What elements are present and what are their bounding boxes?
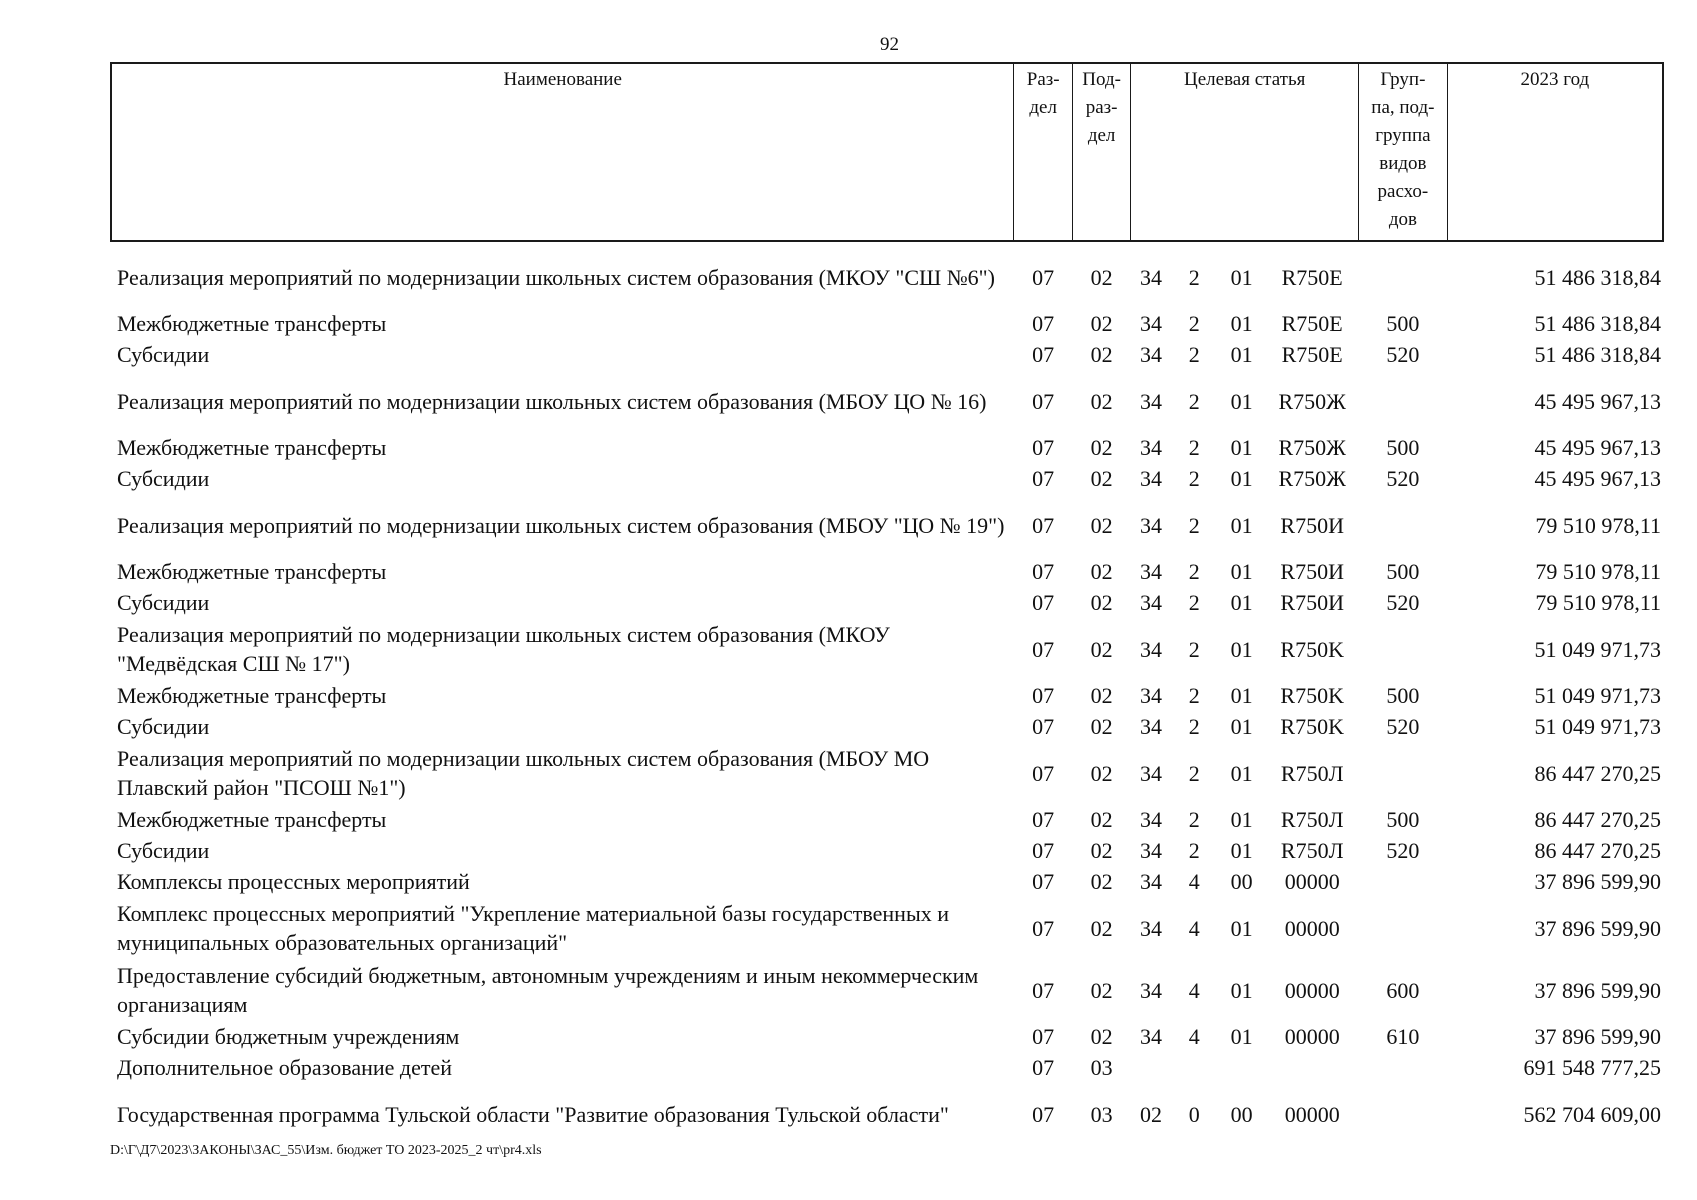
- cell-target-element: 01: [1230, 760, 1253, 786]
- cell-target-direction: 00000: [1284, 1024, 1340, 1049]
- cell-target-type: 2: [1188, 388, 1200, 414]
- table-row: [111, 370, 1663, 432]
- cell-podrazdel: 02: [1090, 760, 1113, 786]
- table-body: [111, 241, 1663, 1145]
- cell-target-direction: R750E: [1281, 264, 1343, 290]
- table-row: [111, 680, 1663, 711]
- cell-target-program: 34: [1139, 559, 1162, 584]
- cell-target-type: 2: [1188, 760, 1200, 786]
- table-row: [111, 835, 1663, 866]
- cell-razdel: 07: [1032, 1101, 1055, 1127]
- cell-expense-group: 500: [1386, 807, 1420, 832]
- cell-podrazdel: 02: [1090, 1024, 1113, 1049]
- cell-target-direction: R750Ж: [1278, 435, 1346, 460]
- cell-target-direction: R750Л: [1280, 838, 1344, 863]
- cell-target-program: 34: [1139, 342, 1162, 367]
- cell-razdel: 07: [1032, 807, 1055, 832]
- table-row: [111, 432, 1663, 463]
- cell-name: Межбюджетные трансферты: [117, 559, 387, 584]
- cell-name: Реализация мероприятий по модернизации школьных систем образования (МКОУ "СШ №6"): [117, 264, 995, 290]
- cell-name: Субсидии: [117, 466, 210, 491]
- cell-target-direction: R750K: [1280, 683, 1344, 708]
- cell-target-element: 01: [1230, 636, 1253, 662]
- cell-target-element: [1217, 1052, 1265, 1083]
- cell-razdel: 07: [1032, 512, 1055, 538]
- header-razdel: [1014, 63, 1072, 241]
- cell-target-element: 00: [1230, 869, 1253, 894]
- cell-podrazdel: 02: [1090, 559, 1113, 584]
- cell-razdel: 07: [1032, 838, 1055, 863]
- cell-target-element: 01: [1230, 714, 1253, 739]
- cell-expense-group: 520: [1386, 838, 1420, 863]
- cell-target-element: 01: [1230, 388, 1253, 414]
- cell-amount-2023: 51 049 971,73: [1534, 683, 1661, 708]
- header-name: Наименование: [111, 63, 1014, 241]
- cell-name: Реализация мероприятий по модернизации школьных систем образования (МБОУ ЦО № 16): [117, 388, 987, 414]
- table-header: [111, 63, 1663, 241]
- cell-target-program: 34: [1139, 838, 1162, 863]
- cell-podrazdel: 02: [1090, 264, 1113, 290]
- cell-amount-2023: 37 896 599,90: [1534, 977, 1661, 1003]
- cell-target-program: 34: [1139, 977, 1162, 1003]
- cell-target-type: 4: [1188, 915, 1200, 941]
- cell-amount-2023: 45 495 967,13: [1534, 388, 1661, 414]
- cell-target-program: 34: [1139, 683, 1162, 708]
- cell-razdel: 07: [1032, 636, 1055, 662]
- cell-expense-group: 610: [1386, 1024, 1420, 1049]
- cell-target-type: 2: [1188, 311, 1200, 336]
- cell-amount-2023: 79 510 978,11: [1535, 590, 1661, 615]
- cell-podrazdel: 03: [1090, 1055, 1113, 1080]
- cell-name: Государственная программа Тульской области "Развитие образования Тульской области": [117, 1101, 949, 1127]
- cell-razdel: 07: [1032, 1055, 1055, 1080]
- cell-amount-2023: 37 896 599,90: [1534, 915, 1661, 941]
- cell-target-type: 0: [1188, 1101, 1200, 1127]
- cell-amount-2023: 37 896 599,90: [1534, 869, 1661, 894]
- cell-target-program: 34: [1139, 807, 1162, 832]
- table-row: [111, 742, 1663, 804]
- cell-amount-2023: 86 447 270,25: [1534, 838, 1661, 863]
- cell-razdel: 07: [1032, 714, 1055, 739]
- cell-razdel: 07: [1032, 342, 1055, 367]
- cell-target-type: 4: [1188, 977, 1200, 1003]
- header-gruppa: [1359, 63, 1448, 241]
- table-row: [111, 804, 1663, 835]
- cell-razdel: 07: [1032, 683, 1055, 708]
- cell-target-type: 2: [1188, 435, 1200, 460]
- cell-target-element: 01: [1230, 466, 1253, 491]
- cell-amount-2023: 51 486 318,84: [1534, 342, 1661, 367]
- cell-target-element: 01: [1230, 559, 1253, 584]
- cell-target-direction: R750Ж: [1278, 388, 1346, 414]
- cell-podrazdel: 02: [1090, 977, 1113, 1003]
- cell-name: Межбюджетные трансферты: [117, 807, 387, 832]
- cell-amount-2023: 51 486 318,84: [1534, 264, 1661, 290]
- cell-razdel: 07: [1032, 311, 1055, 336]
- cell-target-program: 34: [1139, 915, 1162, 941]
- cell-amount-2023: 86 447 270,25: [1534, 807, 1661, 832]
- cell-target-direction: R750Л: [1280, 760, 1344, 786]
- footer-file-path: D:\Г\Д7\2023\ЗАКОНЫ\ЗАС_55\Изм. бюджет ТО 2023-2025_2 чт\pr4.xls: [110, 1143, 542, 1158]
- cell-amount-2023: 51 049 971,73: [1534, 636, 1661, 662]
- cell-razdel: 07: [1032, 264, 1055, 290]
- table-row: [111, 241, 1663, 308]
- cell-target-type: 2: [1188, 636, 1200, 662]
- cell-target-element: 01: [1230, 590, 1253, 615]
- cell-razdel: 07: [1032, 590, 1055, 615]
- cell-expense-group: [1359, 742, 1448, 804]
- cell-amount-2023: 37 896 599,90: [1534, 1024, 1661, 1049]
- header-podrazdel-text: Под- раз- дел: [1082, 69, 1121, 146]
- cell-target-program: 34: [1139, 388, 1162, 414]
- cell-expense-group: 520: [1386, 590, 1420, 615]
- cell-target-element: 01: [1230, 915, 1253, 941]
- cell-target-direction: R750И: [1280, 559, 1344, 584]
- cell-target-direction: 00000: [1284, 1101, 1340, 1127]
- cell-name: Комплекс процессных мероприятий "Укрепление материальной базы государственных и муниципальных образовательных организаций": [117, 901, 950, 955]
- cell-expense-group: [1359, 494, 1448, 556]
- cell-expense-group: 520: [1386, 714, 1420, 739]
- cell-expense-group: 500: [1386, 435, 1420, 460]
- cell-target-element: 01: [1230, 977, 1253, 1003]
- cell-podrazdel: 02: [1090, 807, 1113, 832]
- cell-name: Межбюджетные трансферты: [117, 435, 387, 460]
- table-row: [111, 587, 1663, 618]
- header-razdel-text: Раз- дел: [1026, 69, 1060, 118]
- cell-target-element: 01: [1230, 311, 1253, 336]
- cell-name: Субсидии: [117, 342, 210, 367]
- cell-target-type: 2: [1188, 807, 1200, 832]
- cell-podrazdel: 02: [1090, 342, 1113, 367]
- cell-name: Дополнительное образование детей: [117, 1055, 453, 1080]
- cell-podrazdel: 02: [1090, 915, 1113, 941]
- header-celevaya-statya: Целевая статья: [1131, 63, 1359, 241]
- cell-target-type: 4: [1188, 869, 1200, 894]
- table-row: [111, 339, 1663, 370]
- cell-expense-group: [1359, 866, 1448, 897]
- cell-amount-2023: 691 548 777,25: [1523, 1055, 1661, 1080]
- cell-expense-group: [1359, 618, 1448, 680]
- cell-target-program: 34: [1139, 435, 1162, 460]
- cell-podrazdel: 02: [1090, 590, 1113, 615]
- cell-target-element: 01: [1230, 264, 1253, 290]
- cell-target-type: 2: [1188, 264, 1200, 290]
- cell-target-direction: 00000: [1284, 977, 1340, 1003]
- cell-name: Субсидии: [117, 590, 210, 615]
- budget-table: [110, 62, 1664, 1145]
- cell-target-direction: R750Л: [1280, 807, 1344, 832]
- cell-expense-group: 500: [1386, 683, 1420, 708]
- cell-name: Субсидии: [117, 838, 210, 863]
- cell-target-type: 2: [1188, 342, 1200, 367]
- cell-razdel: 07: [1032, 1024, 1055, 1049]
- cell-target-program: 34: [1139, 311, 1162, 336]
- cell-target-program: 34: [1139, 512, 1162, 538]
- cell-name: Межбюджетные трансферты: [117, 311, 387, 336]
- cell-name: Межбюджетные трансферты: [117, 683, 387, 708]
- cell-podrazdel: 02: [1090, 466, 1113, 491]
- cell-target-direction: R750И: [1280, 590, 1344, 615]
- cell-expense-group: 500: [1386, 559, 1420, 584]
- table-row: [111, 463, 1663, 494]
- cell-razdel: 07: [1032, 435, 1055, 460]
- cell-target-direction: R750E: [1281, 311, 1343, 336]
- cell-target-element: 01: [1230, 512, 1253, 538]
- cell-expense-group: 500: [1386, 311, 1420, 336]
- cell-target-direction: 00000: [1284, 869, 1340, 894]
- table-row: [111, 494, 1663, 556]
- cell-expense-group: [1359, 1083, 1448, 1145]
- table-row: [111, 1083, 1663, 1145]
- table-row: [111, 308, 1663, 339]
- cell-target-direction: R750K: [1280, 636, 1344, 662]
- cell-name: Субсидии бюджетным учреждениям: [117, 1024, 460, 1049]
- cell-amount-2023: 45 495 967,13: [1534, 435, 1661, 460]
- cell-target-element: 00: [1230, 1101, 1253, 1127]
- cell-expense-group: 520: [1386, 466, 1420, 491]
- cell-podrazdel: 02: [1090, 636, 1113, 662]
- cell-target-element: 01: [1230, 1024, 1253, 1049]
- cell-target-type: 2: [1188, 714, 1200, 739]
- cell-razdel: 07: [1032, 760, 1055, 786]
- cell-razdel: 07: [1032, 466, 1055, 491]
- cell-amount-2023: 79 510 978,11: [1535, 512, 1661, 538]
- cell-target-program: 34: [1139, 714, 1162, 739]
- cell-target-direction: R750E: [1281, 342, 1343, 367]
- cell-amount-2023: 86 447 270,25: [1534, 760, 1661, 786]
- cell-target-program: 34: [1139, 1024, 1162, 1049]
- table-row: [111, 866, 1663, 897]
- header-year: 2023 год: [1447, 63, 1663, 241]
- cell-podrazdel: 02: [1090, 512, 1113, 538]
- cell-target-element: 01: [1230, 838, 1253, 863]
- cell-target-program: 34: [1139, 466, 1162, 491]
- cell-target-direction: 00000: [1284, 915, 1340, 941]
- table-row: [111, 959, 1663, 1021]
- cell-amount-2023: 45 495 967,13: [1534, 466, 1661, 491]
- cell-target-element: 01: [1230, 683, 1253, 708]
- cell-target-program: 34: [1139, 760, 1162, 786]
- cell-podrazdel: 02: [1090, 869, 1113, 894]
- cell-target-type: 2: [1188, 559, 1200, 584]
- page-number: 92: [880, 34, 899, 55]
- table-row: [111, 711, 1663, 742]
- cell-target-program: 02: [1139, 1101, 1162, 1127]
- cell-target-type: 2: [1188, 590, 1200, 615]
- table-row: [111, 618, 1663, 680]
- cell-expense-group: [1359, 241, 1448, 308]
- cell-razdel: 07: [1032, 388, 1055, 414]
- cell-name: Реализация мероприятий по модернизации школьных систем образования (МКОУ "Медвёдская СШ № 17"): [117, 622, 890, 676]
- cell-podrazdel: 02: [1090, 683, 1113, 708]
- cell-expense-group: [1359, 1052, 1448, 1083]
- cell-amount-2023: 79 510 978,11: [1535, 559, 1661, 584]
- cell-target-type: [1171, 1052, 1217, 1083]
- cell-amount-2023: 562 704 609,00: [1523, 1101, 1661, 1127]
- cell-amount-2023: 51 486 318,84: [1534, 311, 1661, 336]
- cell-razdel: 07: [1032, 915, 1055, 941]
- cell-name: Предоставление субсидий бюджетным, автономным учреждениям и иным некоммерческим организациям: [117, 963, 979, 1017]
- cell-target-program: 34: [1139, 590, 1162, 615]
- cell-expense-group: 600: [1386, 977, 1420, 1003]
- cell-expense-group: [1359, 370, 1448, 432]
- cell-podrazdel: 02: [1090, 388, 1113, 414]
- cell-target-type: 2: [1188, 838, 1200, 863]
- table-row: [111, 1052, 1663, 1083]
- cell-razdel: 07: [1032, 559, 1055, 584]
- header-gruppa-text: Груп- па, под- группа видов расхо- дов: [1371, 69, 1435, 230]
- cell-target-element: 01: [1230, 342, 1253, 367]
- cell-target-type: 4: [1188, 1024, 1200, 1049]
- cell-target-program: 34: [1139, 869, 1162, 894]
- cell-expense-group: 520: [1386, 342, 1420, 367]
- cell-name: Реализация мероприятий по модернизации школьных систем образования (МБОУ "ЦО № 19"): [117, 512, 1005, 538]
- cell-target-direction: R750И: [1280, 512, 1344, 538]
- cell-target-type: 2: [1188, 512, 1200, 538]
- cell-target-element: 01: [1230, 807, 1253, 832]
- table-row: [111, 897, 1663, 959]
- cell-name: Субсидии: [117, 714, 210, 739]
- header-podrazdel: [1072, 63, 1130, 241]
- cell-expense-group: [1359, 897, 1448, 959]
- cell-target-direction: R750K: [1280, 714, 1344, 739]
- cell-target-element: 01: [1230, 435, 1253, 460]
- cell-podrazdel: 02: [1090, 838, 1113, 863]
- cell-target-program: 34: [1139, 636, 1162, 662]
- cell-name: Комплексы процессных мероприятий: [117, 869, 470, 894]
- cell-podrazdel: 02: [1090, 311, 1113, 336]
- cell-razdel: 07: [1032, 869, 1055, 894]
- cell-target-type: 2: [1188, 466, 1200, 491]
- cell-target-type: 2: [1188, 683, 1200, 708]
- cell-target-direction: R750Ж: [1278, 466, 1346, 491]
- table-row: [111, 556, 1663, 587]
- cell-podrazdel: 02: [1090, 714, 1113, 739]
- cell-razdel: 07: [1032, 977, 1055, 1003]
- cell-podrazdel: 03: [1090, 1101, 1113, 1127]
- cell-amount-2023: 51 049 971,73: [1534, 714, 1661, 739]
- cell-target-program: [1131, 1052, 1171, 1083]
- cell-target-direction: [1266, 1052, 1359, 1083]
- cell-name: Реализация мероприятий по модернизации школьных систем образования (МБОУ МО Плавский район "ПСОШ №1"): [117, 746, 930, 800]
- cell-podrazdel: 02: [1090, 435, 1113, 460]
- table-row: [111, 1021, 1663, 1052]
- cell-target-program: 34: [1139, 264, 1162, 290]
